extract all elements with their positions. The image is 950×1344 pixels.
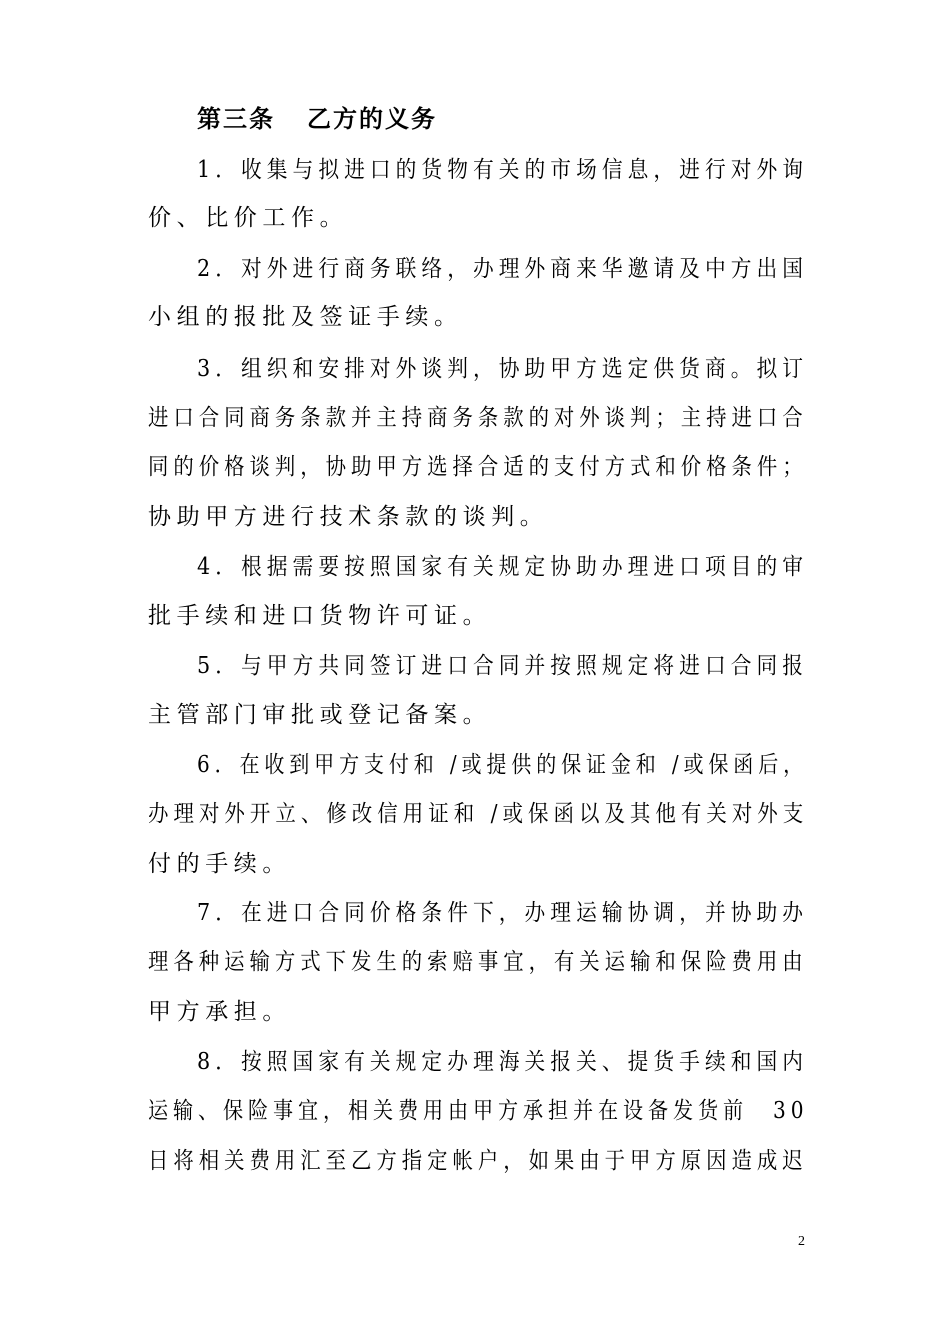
paragraph-7-line-2: 理各种运输方式下发生的索赔事宜，有关运输和保险费用由 <box>148 949 808 975</box>
paragraph-3-line-1: 3．组织和安排对外谈判，协助甲方选定供货商。拟订 <box>197 356 809 382</box>
paragraph-1-line-1: 1．收集与拟进口的货物有关的市场信息，进行对外询 <box>197 157 809 183</box>
paragraph-5-line-2: 主管部门审批或登记备案。 <box>148 702 492 728</box>
paragraph-3-line-2: 进口合同商务条款并主持商务条款的对外谈判；主持进口合 <box>148 405 808 431</box>
paragraph-6-line-3: 付的手续。 <box>148 851 291 877</box>
paragraph-6-line-1: 6．在收到甲方支付和 /或提供的保证金和 /或保函后， <box>197 752 808 778</box>
paragraph-7-line-3: 甲方承担。 <box>148 999 291 1025</box>
paragraph-3-line-4: 协助甲方进行技术条款的谈判。 <box>148 504 549 530</box>
paragraph-2-line-1: 2．对外进行商务联络，办理外商来华邀请及中方出国 <box>197 256 809 282</box>
paragraph-3-line-3: 同的价格谈判，协助甲方选择合适的支付方式和价格条件； <box>148 454 808 480</box>
section-heading <box>197 102 437 136</box>
section-title: 乙方的义务 <box>307 104 437 133</box>
paragraph-8-line-2: 运输、保险事宜，相关费用由甲方承担并在设备发货前 30 <box>148 1098 809 1124</box>
page-number: 2 <box>798 1234 805 1249</box>
paragraph-8-line-3: 日将相关费用汇至乙方指定帐户，如果由于甲方原因造成迟 <box>148 1148 808 1174</box>
paragraph-1-line-2: 价、比价工作。 <box>148 205 349 231</box>
section-number: 第三条 <box>197 104 275 133</box>
paragraph-2-line-2: 小组的报批及签证手续。 <box>148 304 463 330</box>
paragraph-8-line-1: 8．按照国家有关规定办理海关报关、提货手续和国内 <box>197 1049 809 1075</box>
paragraph-7-line-1: 7．在进口合同价格条件下，办理运输协调，并协助办 <box>197 900 809 926</box>
paragraph-6-line-2: 办理对外开立、修改信用证和 /或保函以及其他有关对外支 <box>148 801 809 827</box>
paragraph-4-line-2: 批手续和进口货物许可证。 <box>148 603 492 629</box>
paragraph-5-line-1: 5．与甲方共同签订进口合同并按照规定将进口合同报 <box>197 653 809 679</box>
paragraph-4-line-1: 4．根据需要按照国家有关规定协助办理进口项目的审 <box>197 554 809 580</box>
